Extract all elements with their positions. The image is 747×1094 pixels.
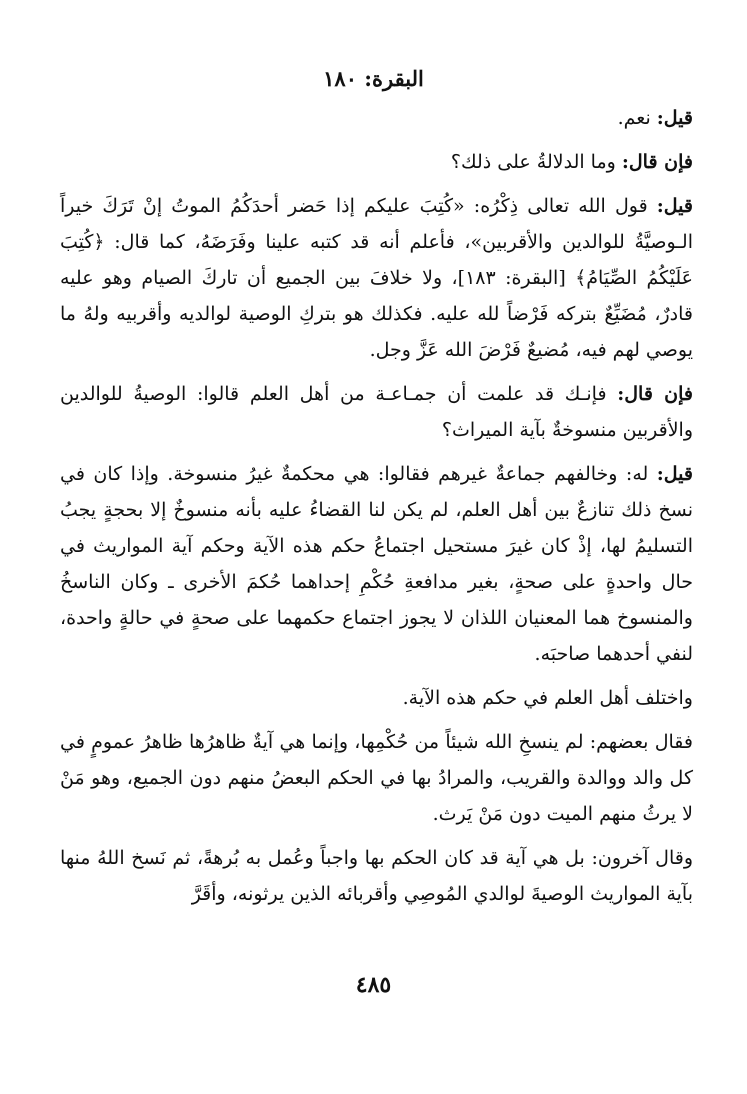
paragraph-lead: قيل: <box>656 107 693 129</box>
paragraph-lead: فإن قال: <box>617 383 693 405</box>
page-number: ٤٨٥ <box>355 972 392 998</box>
paragraph-8 <box>60 840 693 912</box>
paragraph-text: وقال آخرون: بل هي آية قد كان الحكم بها واجباً وعُمل به بُرهةً، ثم نَسخ اللهُ منها بآية المواريث الوصيةَ لوالدي المُوصِي وأقربائه الذين يرثونه، وأقَرَّ <box>60 847 693 905</box>
paragraph-7 <box>60 724 693 832</box>
paragraph-text: واختلف أهل العلم في حكم هذه الآية. <box>402 687 693 709</box>
paragraph-text: فإنـك قد علمت أن جمـاعـة من أهل العلم قالوا: الوصيةُ للوالدين والأقربين منسوخةٌ بآية الميراث؟ <box>60 383 693 441</box>
paragraph-2 <box>60 144 693 180</box>
paragraph-lead: فإن قال: <box>621 151 693 173</box>
paragraph-lead: قيل: <box>656 195 693 217</box>
page-body <box>60 100 693 920</box>
paragraph-lead: قيل: <box>656 463 693 485</box>
paragraph-5 <box>60 456 693 672</box>
paragraph-1 <box>60 100 693 136</box>
paragraph-text: وما الدلالةُ على ذلك؟ <box>450 151 622 173</box>
paragraph-text: له: وخالفهم جماعةٌ غيرهم فقالوا: هي محكمةٌ غيرُ منسوخة. وإذا كان في نسخ ذلك تنازعٌ بين أهل العلم، لم يكن لنا القضاءُ عليه بأنه منسوخٌ إلا بحجةٍ يجبُ التسليمُ لها، إذْ كان غيرَ مستحيل اجتماعُ حكم هذه الآية وحكم آية المواريث في حال واحدةٍ على صحةٍ، بغير مدافعةِ حُكْمِ إحداهما حُكمَ الأخرى ـ وكان الناسخُ والمنسوخ هما المعنيان اللذان لا يجوز اجتماع حكمهما على صحةٍ في حالةٍ واحدة، لنفي أحدهما صاحبَه. <box>60 463 693 665</box>
paragraph-3 <box>60 188 693 368</box>
paragraph-4 <box>60 376 693 448</box>
paragraph-text: فقال بعضهم: لم ينسخِ الله شيئاً من حُكْمِها، وإنما هي آيةٌ ظاهرُها ظاهرُ عمومٍ في كل والد ووالدة والقريب، والمرادُ بها في الحكم البعضُ منهم دون الجميع، وهو مَنْ لا يرثُ منهم الميت دون مَنْ يَرث. <box>60 731 693 825</box>
paragraph-text: نعم. <box>617 107 657 129</box>
paragraph-text: قول الله تعالى ذِكْرُه: «كُتِبَ عليكم إذا حَضر أحدَكُمُ الموتُ إنْ تَرَكَ خيراً الـوصيَّةُ للوالدين والأقربين»، فأعلم أنه قد كتبه علينا وفَرَضَهُ، كما قال: ﴿كُتِبَ عَلَيْكُمُ الصِّيَامُ﴾ [البقرة: ١٨٣]، ولا خلافَ بين الجميع أن تاركَ الصيام وهو عليه قادرٌ، مُضَيِّعٌ بتركه فَرْضاً لله عليه. فكذلك هو بتركِ الوصية لوالديه وأقربيه ولهُ ما يوصي لهم فيه، مُضيعٌ فَرْضَ الله عَزَّ وجل. <box>60 195 693 361</box>
page-header: البقرة: ١٨٠ <box>323 66 424 91</box>
paragraph-6 <box>60 680 693 716</box>
